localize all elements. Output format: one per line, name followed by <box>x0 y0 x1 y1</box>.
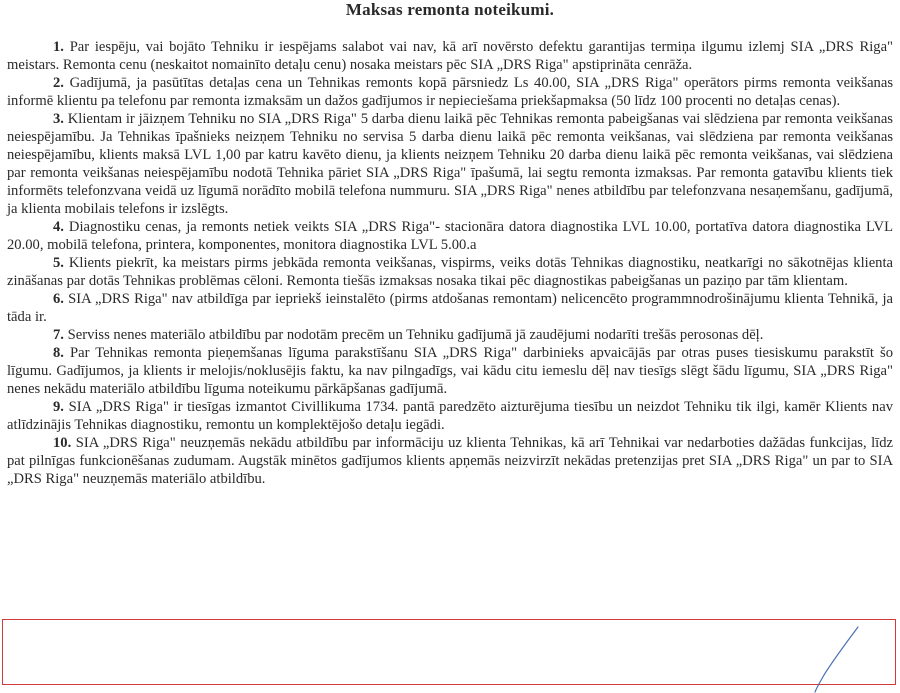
paragraph-5 <box>7 254 893 290</box>
paragraph-number: 5. <box>53 255 64 271</box>
document-body <box>7 38 893 488</box>
highlight-box <box>2 619 896 685</box>
pen-stroke-icon <box>800 625 860 693</box>
paragraph-1 <box>7 38 893 74</box>
paragraph-text: Par iespēju, vai bojāto Tehniku ir iespējams salabot vai nav, kā arī novērsto defektu garantijas termiņa ilgumu izlemj SIA „DRS Riga" meistars. Remonta cenu (neskaitot nomainīto detaļu cenu) nosaka meistars pēc SIA „DRS Riga" apstiprināta cenrāža. <box>7 39 893 73</box>
paragraph-number: 2. <box>53 75 64 91</box>
paragraph-number: 1. <box>53 39 64 55</box>
paragraph-number: 10. <box>53 435 72 451</box>
paragraph-10 <box>7 434 893 488</box>
paragraph-7 <box>7 326 893 344</box>
paragraph-number: 4. <box>53 219 64 235</box>
paragraph-text: SIA „DRS Riga" nav atbildīga par iepriekš ieinstalēto (pirms atdošanas remontam) nelicencēto programmnodrošinājumu klienta Tehnikā, ja tāda ir. <box>7 291 893 325</box>
paragraph-number: 9. <box>53 399 64 415</box>
paragraph-text: SIA „DRS Riga" neuzņemās nekādu atbildību par informāciju uz klienta Tehnikas, kā arī Tehnikai var nedarboties dažādas funkcijas, līdz pat pilnīgas funkcionēšanas zudumam. Augstāk minētos gadījumos klients apņemās neizvirzīt nekādas pretenzijas pret SIA „DRS Riga" un par to SIA „DRS Riga" neuzņemās materiālo atbildību. <box>7 435 893 487</box>
paragraph-9 <box>7 398 893 434</box>
paragraph-text: SIA „DRS Riga" ir tiesīgas izmantot Civillikuma 1734. pantā paredzēto aizturējuma tiesību un neizdot Tehniku tik ilgi, kamēr Klients nav atlīdzinājis Tehnikas diagnostiku, remontu un komplektējošo detaļu iegādi. <box>7 399 893 433</box>
paragraph-number: 8. <box>53 345 64 361</box>
paragraph-number: 7. <box>53 327 64 343</box>
paragraph-4 <box>7 218 893 254</box>
paragraph-text: Klientam ir jāizņem Tehniku no SIA „DRS Riga" 5 darba dienu laikā pēc Tehnikas remonta pabeigšanas vai slēdziena par remonta veikšanas neiespējamību. Ja Tehnikas īpašnieks neizņem Tehniku no servisa 5 darba dienu laikā pēc remonta veikšanas, vai slēdziena par remonta veikšanas neiespējamību, klients maksā LVL 1,00 par katru kavēto dienu, ja klients neizņem Tehniku 20 darba dienu laikā pēc remonta veikšanas, vai slēdziena par remonta veikšanas neiespējamību nodotā Tehnika pāriet SIA „DRS Riga" īpašumā, lai segtu remonta izmaksas. Par remonta gatavību klients tiek informēts telefonzvana veidā uz līgumā norādīto mobilā telefona nummuru. SIA „DRS Riga" nenes atbildību par telefonzvana nesaņemšanu, gadījumā, ja klienta mobilais telefons ir izslēgts. <box>7 111 893 217</box>
document-title: Maksas remonta noteikumi. <box>345 0 555 19</box>
pen-stroke <box>815 627 858 692</box>
paragraph-text: Diagnostiku cenas, ja remonts netiek veikts SIA „DRS Riga"- stacionāra datora diagnostika LVL 10.00, portatīva datora diagnostika LVL 20.00, mobilā telefona, printera, komponentes, monitora diagnostika LVL 5.00.a <box>7 219 893 253</box>
paragraph-text: Par Tehnikas remonta pieņemšanas līguma parakstīšanu SIA „DRS Riga" darbinieks apvaicājās par otras puses tiesiskumu parakstīt šo līgumu. Gadījumos, ja klients ir melojis/noklusējis faktu, ka nav pilngadīgs, vai kādu citu iemeslu dēļ nav tiesīgs slēgt šādu līgumu, SIA „DRS Riga" nenes nekādu materiālo atbildību līguma noteikumu pārkāpšanas gadījumā. <box>7 345 893 397</box>
paragraph-text: Klients piekrīt, ka meistars pirms jebkāda remonta veikšanas, vispirms, veiks dotās Tehnikas diagnostiku, neatkarīgi no sākotnējas klienta zināšanas par dotās Tehnikas problēmas cēloni. Remonta tiešās izmaksas nosaka tikai pēc diagnostikas pabeigšanas un paziņo par tām klientam. <box>7 255 894 289</box>
paragraph-number: 3. <box>53 111 64 127</box>
paragraph-2 <box>7 74 893 110</box>
paragraph-8 <box>7 344 893 398</box>
paragraph-text: Gadījumā, ja pasūtītas detaļas cena un Tehnikas remonts kopā pārsniedz Ls 40.00, SIA „DRS Riga" operātors pirms remonta veikšanas informē klientu pa telefonu par remonta izmaksām un dažos gadījumos ir nepieciešama priekšapmaksa (50 līdz 100 procenti no detaļas cenas). <box>7 75 894 109</box>
paragraph-6 <box>7 290 893 326</box>
paragraph-number: 6. <box>53 291 64 307</box>
paragraph-text: Serviss nenes materiālo atbildību par nodotām precēm un Tehniku gadījumā jā zaudējumi nodarīti trešās perosonas dēļ. <box>67 327 764 343</box>
paragraph-3 <box>7 110 893 218</box>
